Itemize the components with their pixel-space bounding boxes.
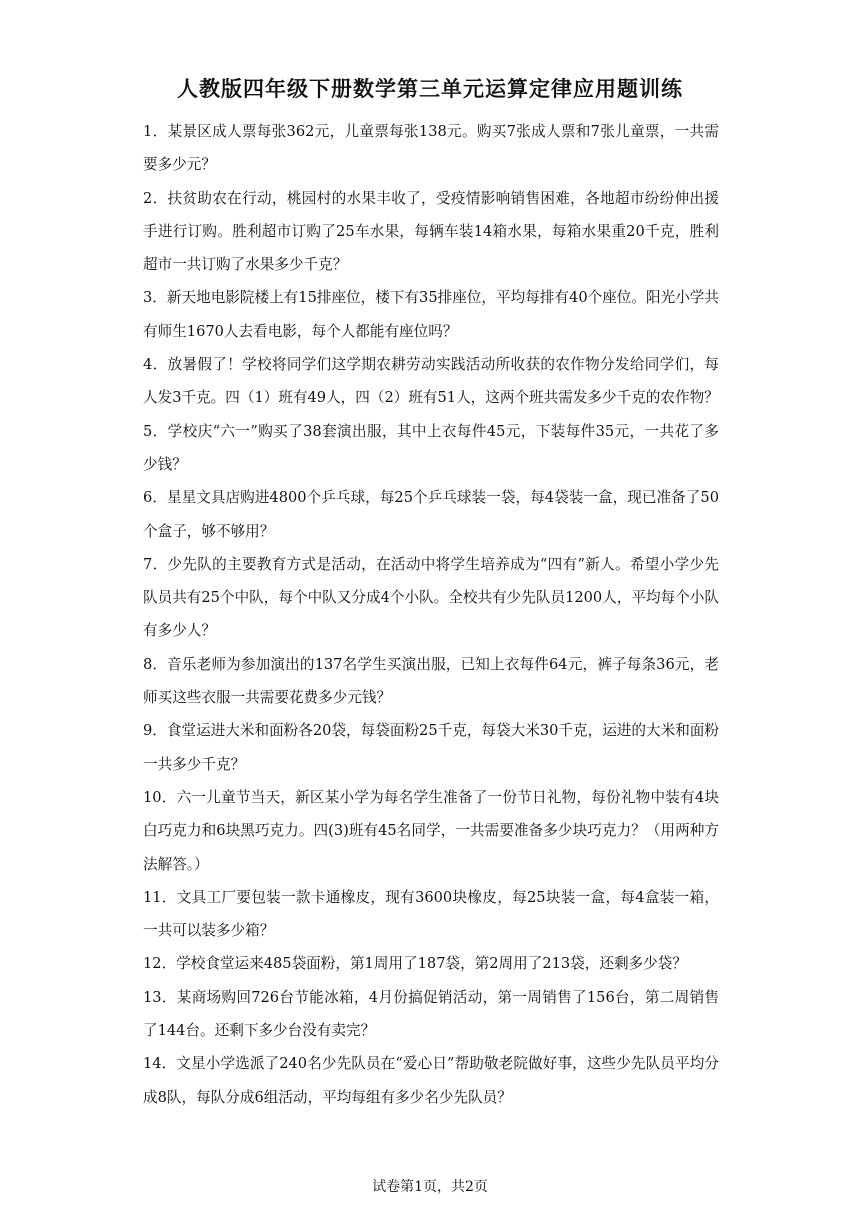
question-item: 7．少先队的主要教育方式是活动，在活动中将学生培养成为“四有”新人。希望小学少先队员共有25个中队，每个中队又分成4个小队。全校共有少先队员1200人，平均每个小队有多少人？ <box>143 555 719 640</box>
question-item: 4．放暑假了！学校将同学们这学期农耕劳动实践活动所收获的农作物分发给同学们，每人发3千克。四（1）班有49人，四（2）班有51人，这两个班共需发多少千克的农作物？ <box>143 356 719 407</box>
question-item: 12．学校食堂运来485袋面粉，第1周用了187袋，第2周用了213袋，还剩多少袋？ <box>143 955 687 973</box>
page-footer: 试卷第1页，共2页 <box>372 1179 488 1195</box>
question-item: 8．音乐老师为参加演出的137名学生买演出服，已知上衣每件64元，裤子每条36元，老师买这些衣服一共需要花费多少元钱？ <box>143 655 719 707</box>
question-item: 10．六一儿童节当天，新区某小学为每名学生准备了一份节日礼物，每份礼物中装有4块白巧克力和6块黑巧克力。四(3)班有45名同学，一共需要准备多少块巧克力？（用两种方法解答。） <box>143 788 719 873</box>
question-item: 13．某商场购回726台节能冰箱，4月份搞促销活动，第一周销售了156台，第二周销售了144台。还剩下多少台没有卖完？ <box>143 988 719 1040</box>
question-item: 2．扶贫助农在行动，桃园村的水果丰收了，受疫情影响销售困难，各地超市纷纷伸出援手进行订购。胜利超市订购了25车水果，每辆车装14箱水果，每箱水果重20千克，胜利超市一共订购了水果多少千克？ <box>143 189 719 274</box>
question-item: 14．文星小学选派了240名少先队员在“爱心日”帮助敬老院做好事，这些少先队员平均分成8队，每队分成6组活动，平均每组有多少名少先队员？ <box>143 1055 719 1106</box>
question-list <box>143 115 719 1114</box>
question-item: 5．学校庆“六一”购买了38套演出服，其中上衣每件45元，下装每件35元，一共花了多少钱？ <box>143 422 719 473</box>
question-item: 9．食堂运进大米和面粉各20袋，每袋面粉25千克，每袋大米30千克，运进的大米和面粉一共多少千克？ <box>143 722 719 773</box>
question-item: 3．新天地电影院楼上有15排座位，楼下有35排座位，平均每排有40个座位。阳光小学共有师生1670人去看电影，每个人都能有座位吗？ <box>143 289 719 340</box>
question-item: 1．某景区成人票每张362元，儿童票每张138元。购买7张成人票和7张儿童票，一共需要多少元？ <box>143 123 719 174</box>
question-item: 6．星星文具店购进4800个乒乓球，每25个乒乓球装一袋，每4袋装一盒，现已准备了50个盒子，够不够用？ <box>143 489 719 540</box>
question-item: 11．文具工厂要包装一款卡通橡皮，现有3600块橡皮，每25块装一盒，每4盒装一箱，一共可以装多少箱？ <box>143 888 719 940</box>
page-title: 人教版四年级下册数学第三单元运算定律应用题训练 <box>177 76 683 101</box>
